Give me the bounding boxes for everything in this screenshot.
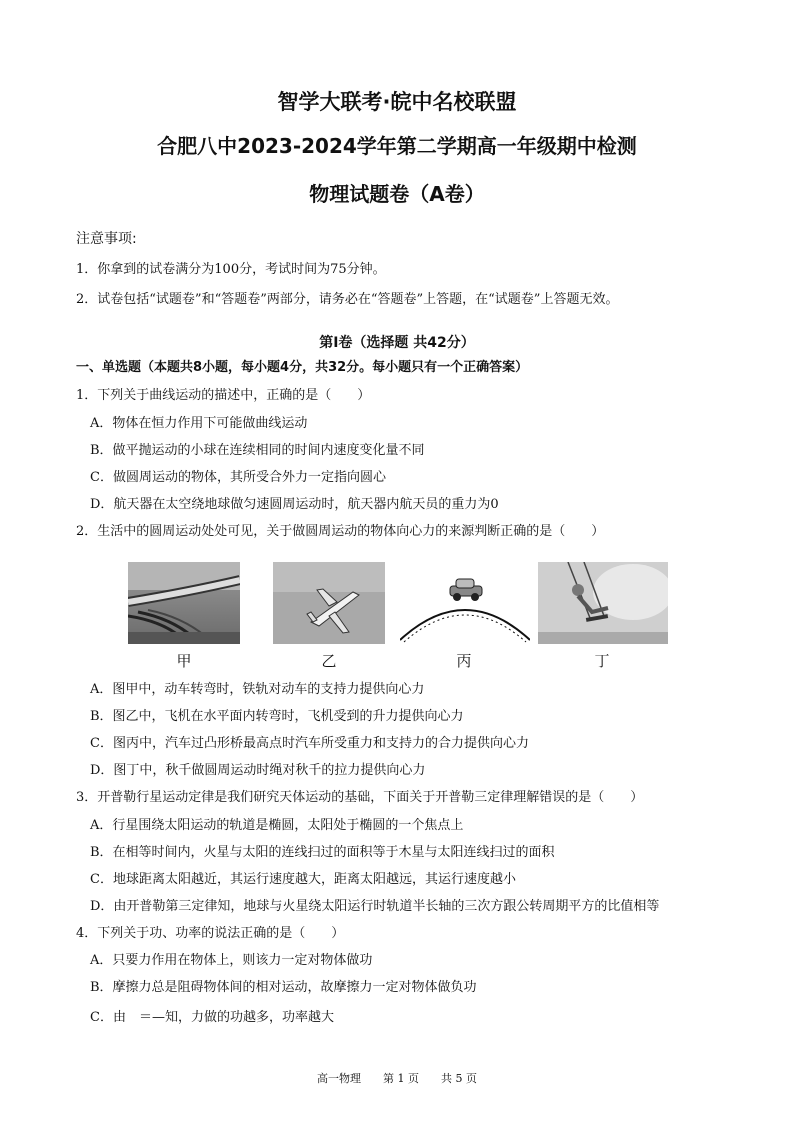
alliance-title: 智学大联考·皖中名校联盟 [277, 90, 517, 114]
airplane-turn-figure [273, 562, 385, 644]
question-stem: 3．开普勒行星运动定律是我们研究天体运动的基础，下面关于开普勒三定律理解错误的是（ ） [76, 790, 644, 805]
option: A．图甲中，动车转弯时，铁轨对动车的支持力提供向心力 [90, 682, 425, 697]
option: D．图丁中，秋千做圆周运动时绳对秋千的拉力提供向心力 [90, 763, 426, 778]
train-curve-figure [128, 562, 240, 644]
option: C．由 ＝—知，力做的功越多，功率越大 [90, 1010, 334, 1025]
notice-item: 1．你拿到的试卷满分为100分，考试时间为75分钟。 [76, 262, 386, 277]
option: B．在相等时间内，火星与太阳的连线扫过的面积等于木星与太阳连线扫过的面积 [90, 845, 555, 860]
option: D．航天器在太空绕地球做匀速圆周运动时，航天器内航天员的重力为0 [90, 497, 499, 512]
option: A．行星围绕太阳运动的轨道是椭圆，太阳处于椭圆的一个焦点上 [90, 818, 464, 833]
page-footer: 高一物理 第 1 页 共 5 页 [317, 1072, 477, 1085]
figure-label: 乙 [321, 652, 337, 670]
option: C．做圆周运动的物体，其所受合外力一定指向圆心 [90, 470, 386, 485]
option: C．图丙中，汽车过凸形桥最高点时汽车所受重力和支持力的合力提供向心力 [90, 736, 529, 751]
notice-heading: 注意事项: [76, 231, 137, 247]
notice-item: 2．试卷包括“试题卷”和“答题卷”两部分，请务必在“答题卷”上答题，在“试题卷”上答题无效。 [76, 292, 619, 307]
exam-title: 合肥八中2023-2024学年第二学期高一年级期中检测 [157, 134, 637, 158]
question-stem: 4．下列关于功、功率的说法正确的是（ ） [76, 926, 345, 941]
question-stem: 1．下列关于曲线运动的描述中，正确的是（ ） [76, 388, 371, 403]
figure-label: 丁 [594, 652, 610, 670]
option: C．地球距离太阳越近，其运行速度越大，距离太阳越远，其运行速度越小 [90, 872, 516, 887]
section-title: 第Ⅰ卷（选择题 共42分） [319, 335, 475, 351]
option: A．物体在恒力作用下可能做曲线运动 [90, 416, 308, 431]
option: B．做平抛运动的小球在连续相同的时间内速度变化量不同 [90, 443, 425, 458]
question-stem: 2．生活中的圆周运动处处可见，关于做圆周运动的物体向心力的来源判断正确的是（ ） [76, 524, 605, 539]
swing-figure [538, 562, 668, 644]
part-heading: 一、单选题（本题共8小题，每小题4分，共32分。每小题只有一个正确答案） [76, 360, 529, 375]
option: B．图乙中，飞机在水平面内转弯时，飞机受到的升力提供向心力 [90, 709, 464, 724]
figure-label: 甲 [176, 652, 192, 670]
figure-row [128, 562, 668, 672]
car-bridge-figure [400, 562, 530, 644]
paper-title: 物理试题卷（A卷） [309, 182, 485, 206]
option: A．只要力作用在物体上，则该力一定对物体做功 [90, 953, 373, 968]
option: D．由开普勒第三定律知，地球与火星绕太阳运行时轨道半长轴的三次方跟公转周期平方的比值相等 [90, 899, 660, 914]
option: B．摩擦力总是阻碍物体间的相对运动，故摩擦力一定对物体做负功 [90, 980, 477, 995]
figure-label: 丙 [456, 652, 472, 670]
